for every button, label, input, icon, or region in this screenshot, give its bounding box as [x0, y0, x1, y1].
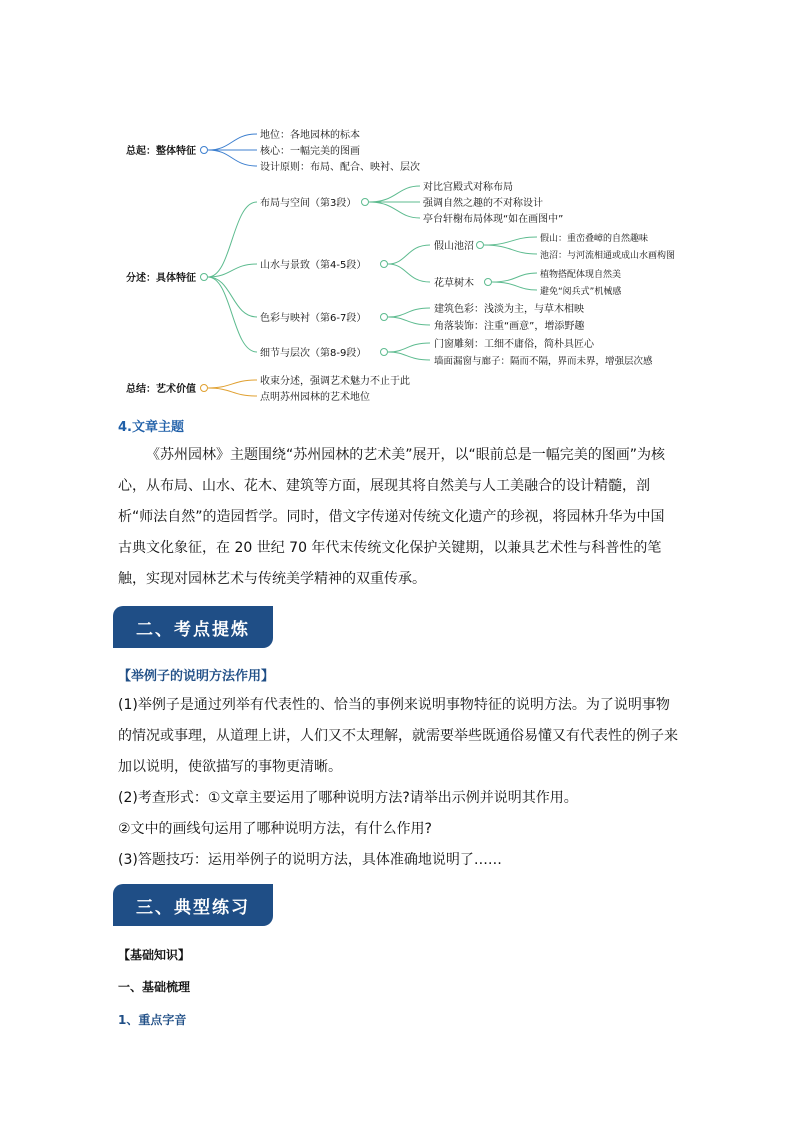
mm-root-1: 总起：整体特征 — [126, 146, 196, 157]
kaodian-p1: (1)举例子是通过列举有代表性的、恰当的事例来说明事物特征的说明方法。为了说明事物的情况或事理，从道理上讲，人们又不太理解，就需要举些既通俗易懂又有代表性的例子来加以说明，使欲描写的事物更清晰。 — [118, 697, 678, 775]
kaodian-p4: (3)答题技巧：运用举例子的说明方法，具体准确地说明了…… — [118, 852, 502, 868]
mm-leaf: 避免“阅兵式”机械感 — [540, 287, 622, 297]
kaodian-p2: (2)考查形式：①文章主要运用了哪种说明方法?请举出示例并说明其作用。 — [118, 790, 578, 806]
theme-paragraph — [118, 440, 678, 595]
mm-leaf: 建筑色彩：浅淡为主，与草木相映 — [434, 304, 584, 315]
mm-node-root2 — [201, 274, 208, 281]
mm-branch: 细节与层次（第8-9段） — [260, 348, 367, 359]
mm-branch: 色彩与映衬（第6-7段） — [260, 313, 367, 324]
mm-node-root1 — [201, 147, 208, 154]
mm-subbranch: 花草树木 — [434, 278, 474, 289]
mm-node-root3 — [201, 385, 208, 392]
mm-branch: 布局与空间（第3段） — [260, 198, 357, 209]
mm-root-3: 总结：艺术价值 — [126, 384, 196, 395]
kaodian-heading: 【举例子的说明方法作用】 — [118, 669, 275, 684]
mind-map-diagram — [112, 120, 676, 410]
mm-leaf: 植物搭配体现自然美 — [540, 270, 622, 280]
kaodian-p3: ②文中的画线句运用了哪种说明方法，有什么作用? — [118, 821, 432, 837]
section-banner-3: 三、典型练习 — [113, 884, 273, 926]
mm-leaf: 假山：重峦叠嶂的自然趣味 — [540, 234, 649, 244]
mm-leaf: 角落装饰：注重“画意”，增添野趣 — [434, 321, 585, 332]
mm-root-2: 分述：具体特征 — [126, 273, 196, 284]
mm-node-b2 — [381, 261, 388, 268]
mm-leaf: 核心：一幅完美的图画 — [260, 146, 360, 157]
mm-branch: 山水与景致（第4-5段） — [260, 260, 367, 271]
theme-text: 《苏州园林》主题围绕“苏州园林的艺术美”展开，以“眼前总是一幅完美的图画”为核心，从布局、山水、花木、建筑等方面，展现其将自然美与人工美融合的设计精髓，剖析“师法自然”的造园哲学。同时，借文字传递对传统文化遗产的珍视，将园林升华为中国古典文化象征，在 20 世纪 70 年代末传统文化保护关键期，以兼具艺术性与科普性的笔触，实现对园林艺术与传统美学精神的双重传承。 — [118, 447, 666, 587]
practice-heading-3: 1、重点字音 — [118, 1013, 187, 1027]
mm-leaf: 对比宫殿式对称布局 — [423, 182, 513, 193]
mm-node-sub1 — [477, 242, 484, 249]
practice-heading-1: 【基础知识】 — [118, 948, 191, 962]
section-heading-theme: 4.文章主题 — [118, 420, 184, 435]
section-banner-2: 二、考点提炼 — [113, 606, 273, 648]
mm-leaf: 设计原则：布局、配合、映衬、层次 — [260, 162, 420, 173]
mm-leaf: 强调自然之趣的不对称设计 — [423, 198, 543, 209]
mm-leaf: 门窗雕刻：工细不庸俗，简朴具匠心 — [434, 339, 594, 350]
mm-subbranch: 假山池沼 — [434, 241, 474, 252]
mm-node-b4 — [381, 349, 388, 356]
mm-leaf: 收束分述，强调艺术魅力不止于此 — [260, 376, 410, 387]
mm-leaf: 墙面漏窗与廊子：隔而不隔，界而未界，增强层次感 — [434, 356, 653, 367]
mm-leaf: 池沼：与河流相通或成山水画构图 — [540, 251, 676, 261]
mm-node-b3 — [381, 314, 388, 321]
mm-leaf: 地位：各地园林的标本 — [260, 130, 360, 141]
practice-heading-2: 一、基础梳理 — [118, 980, 191, 994]
kaodian-content — [118, 690, 678, 876]
mm-leaf: 点明苏州园林的艺术地位 — [260, 392, 370, 403]
mm-leaf: 亭台轩榭布局体现“如在画图中” — [423, 214, 564, 225]
mm-node-sub2 — [485, 279, 492, 286]
mm-node-b1 — [362, 199, 369, 206]
